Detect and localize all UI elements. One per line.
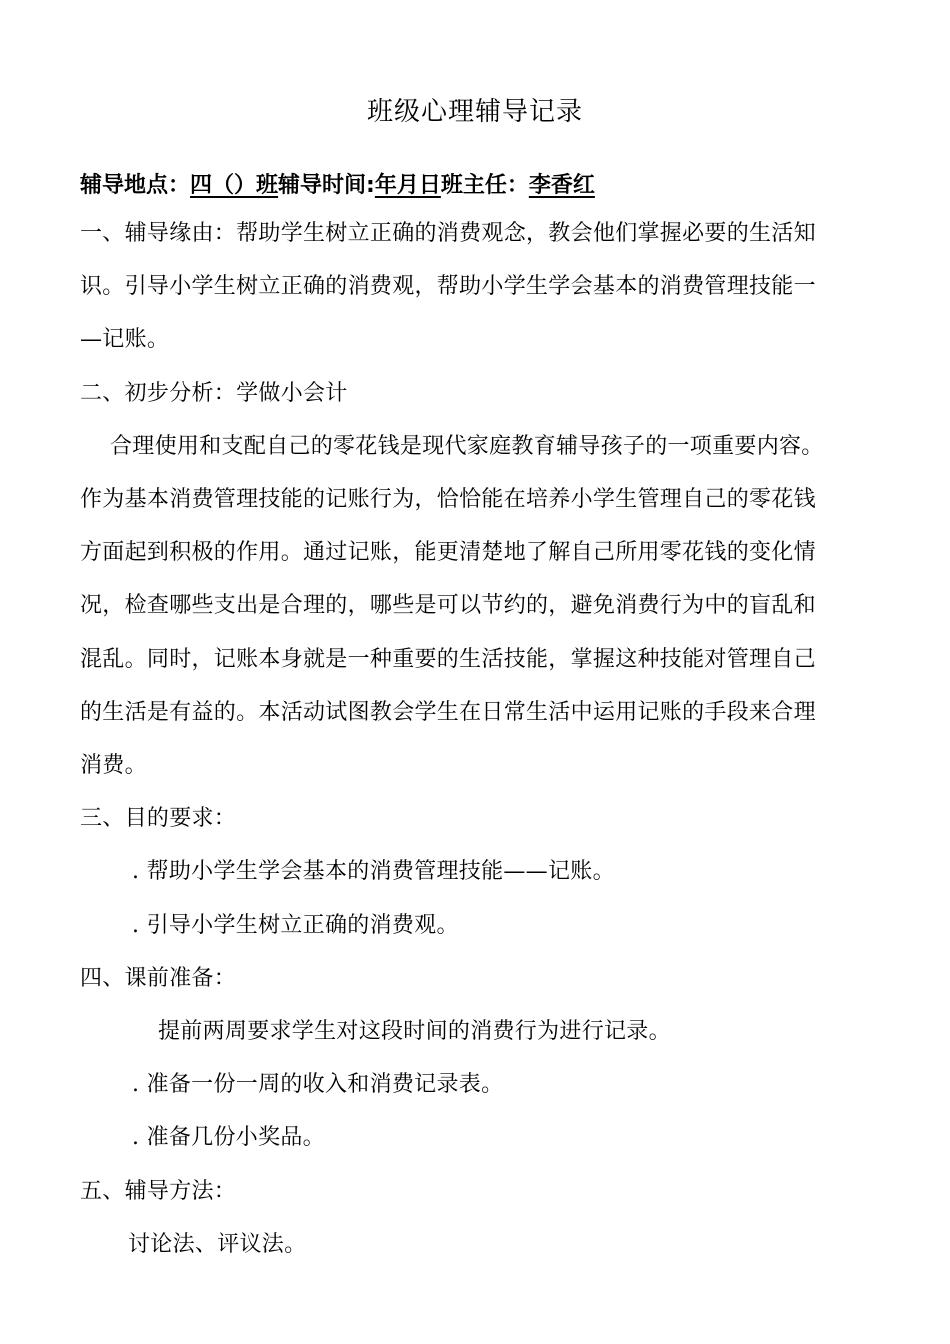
list-item: . 准备几份小奖品。 xyxy=(132,1125,325,1151)
location-value: 四（）班 xyxy=(190,173,279,198)
section-method-heading: 五、辅导方法： xyxy=(80,1178,237,1204)
time-value: 年月日 xyxy=(374,173,441,198)
teacher-value: 李香红 xyxy=(528,173,595,198)
paragraph-line: —记账。 xyxy=(80,327,170,353)
time-label: 辅导时间: xyxy=(278,173,375,198)
paragraph-line: 消费。 xyxy=(80,753,147,779)
paragraph-line: 提前两周要求学生对这段时间的消费行为进行记录。 xyxy=(158,1019,671,1045)
page-title: 班级心理辅导记录 xyxy=(366,97,583,127)
paragraph-line: 讨论法、评议法。 xyxy=(128,1231,307,1257)
section-reason-heading: 一、辅导缘由：帮助学生树立正确的消费观念，教会他们掌握必要的生活知 xyxy=(80,221,816,246)
paragraph-line: 的生活是有益的。本活动试图教会学生在日常生活中运用记账的手段来合理 xyxy=(80,699,816,725)
paragraph-line: 方面起到积极的作用。通过记账，能更清楚地了解自己所用零花钱的变化情 xyxy=(80,540,816,566)
paragraph-line: 作为基本消费管理技能的记账行为，恰恰能在培养小学生管理自己的零花钱 xyxy=(80,487,816,513)
section-analysis-heading: 二、初步分析：学做小会计 xyxy=(80,380,348,406)
list-item: . 帮助小学生学会基本的消费管理技能——记账。 xyxy=(132,859,615,885)
teacher-label: 班主任： xyxy=(440,173,529,198)
list-item: . 准备一份一周的收入和消费记录表。 xyxy=(132,1072,504,1098)
section-goals-heading: 三、目的要求： xyxy=(80,806,237,832)
section-prep-heading: 四、课前准备： xyxy=(80,965,237,991)
paragraph-line: 况，检查哪些支出是合理的，哪些是可以节约的，避免消费行为中的盲乱和 xyxy=(80,593,816,619)
location-label: 辅导地点： xyxy=(80,173,191,198)
paragraph-line: 合理使用和支配自己的零花钱是现代家庭教育辅导孩子的一项重要内容。 xyxy=(110,433,824,459)
document-body xyxy=(80,207,860,1271)
list-item: . 引导小学生树立正确的消费观。 xyxy=(132,912,459,938)
paragraph-line: 识。引导小学生树立正确的消费观，帮助小学生学会基本的消费管理技能一 xyxy=(80,274,816,300)
paragraph-line: 混乱。同时，记账本身就是一种重要的生活技能，掌握这种技能对管理自己 xyxy=(80,646,816,672)
meta-line xyxy=(80,168,880,204)
